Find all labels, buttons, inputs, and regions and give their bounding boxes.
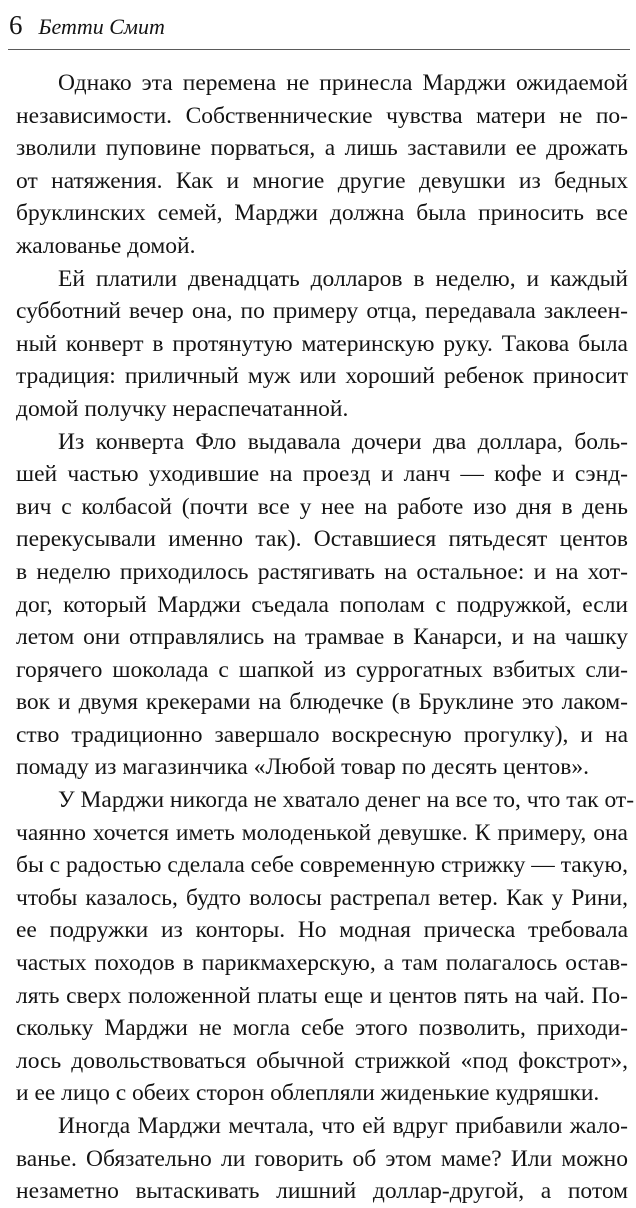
text-line: домой получку нераспечатанной. [16, 395, 349, 422]
paragraph [16, 784, 635, 1110]
text-line: и ее лицо с обеих сторон облепляли жиденькие кудряшки. [16, 1080, 600, 1107]
text-line: Однако эта перемена не принесла Марджи ожидаемой [58, 70, 628, 96]
running-title: Бетти Смит [38, 14, 165, 39]
text-line: от натяжения. Как и многие другие девушки из бедных [16, 167, 628, 194]
page-number: 6 [9, 10, 23, 40]
text-line: Ей платили двенадцать долларов в неделю, и каждый [58, 265, 628, 292]
text-line: зволили пуповине порваться, а лишь заставили ее дрожать [16, 135, 628, 162]
paragraph [16, 1110, 628, 1208]
text-line: шей частью уходившие на проезд и ланч — кофе и сэнд- [16, 461, 628, 488]
running-head [9, 10, 165, 44]
text-line: У Марджи никогда не хватало денег на все то, что так от- [58, 787, 635, 814]
text-line: лять сверх положенной платы еще и центов пять на чай. По- [16, 982, 628, 1009]
text-line: незаметно вытаскивать лишний доллар-другой, а потом [16, 1178, 628, 1205]
text-line: субботний вечер она, по примеру отца, передавала заклеен- [16, 298, 628, 325]
text-line: лось довольствоваться обычной стрижкой «под фокстрот», [16, 1047, 628, 1074]
text-line: бы с радостью сделала себе современную стрижку — такую, [16, 852, 628, 879]
text-line: Из конверта Фло выдавала дочери два доллара, боль- [58, 428, 628, 455]
text-line: перекусывали именно так). Оставшиеся пятьдесят центов [16, 526, 628, 553]
text-line: чаянно хочется иметь молоденькой девушке. К примеру, она [16, 819, 628, 846]
text-line: ее подружки из конторы. Но модная прическа требовала [16, 917, 628, 944]
text-line: дог, который Марджи съедала пополам с подружкой, если [16, 591, 628, 618]
text-line: чтобы казалось, будто волосы растрепал ветер. Как у Рини, [16, 884, 628, 911]
text-line: ство традиционно завершало воскресную прогулку), и на [16, 721, 628, 748]
paragraph [16, 263, 628, 426]
text-line: в неделю приходилось растягивать на остальное: и на хот- [16, 558, 628, 585]
text-line: жалованье домой. [16, 232, 196, 259]
text-line: горячего шоколада с шапкой из суррогатных взбитых сли- [16, 656, 628, 683]
header-rule [8, 49, 630, 50]
text-line: традиция: приличный муж или хороший ребенок приносит [16, 363, 628, 390]
text-line: помаду из магазинчика «Любой товар по десять центов». [16, 754, 589, 781]
body-text [16, 67, 635, 1208]
text-line: ный конверт в протянутую материнскую руку. Такова была [16, 330, 628, 357]
paragraph [16, 67, 628, 263]
text-line: независимости. Собственнические чувства матери не по- [16, 102, 628, 129]
text-line: частых походов в парикмахерскую, а там полагалось остав- [16, 950, 628, 977]
text-line: вич с колбасой (почти все у нее на работе изо дня в день [16, 493, 628, 520]
text-line: Иногда Марджи мечтала, что ей вдруг прибавили жало- [58, 1113, 628, 1139]
text-line: бруклинских семей, Марджи должна была приносить все [16, 200, 628, 227]
text-line: летом они отправлялись на трамвае в Канарси, и на чашку [16, 624, 628, 651]
paragraph [16, 426, 628, 785]
text-line: скольку Марджи не могла себе этого позволить, приходи- [16, 1015, 628, 1042]
text-line: вок и двумя крекерами на блюдечке (в Бруклине это лаком- [16, 689, 628, 716]
text-line: ванье. Обязательно ли говорить об этом маме? Или можно [16, 1145, 628, 1172]
